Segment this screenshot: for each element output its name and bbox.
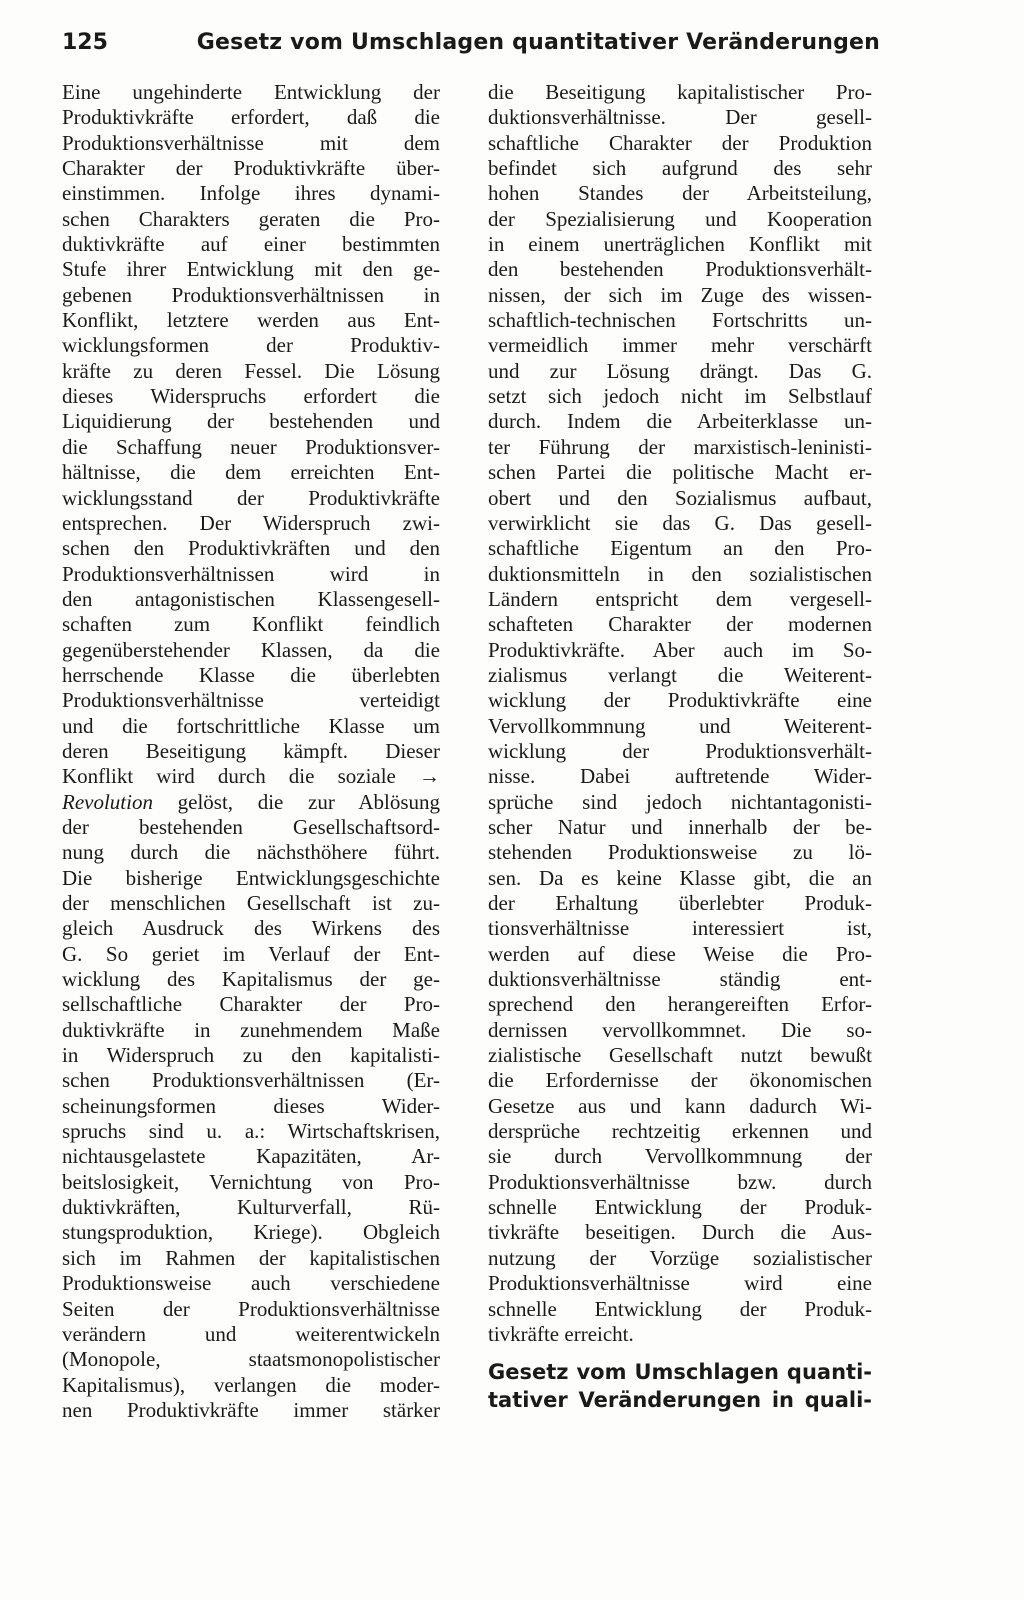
text-line: Produktionsverhältnisse wird eine [488, 1271, 872, 1296]
text-line: Stufe ihrer Entwicklung mit den ge- [62, 257, 440, 282]
text-line: duktivkräfte in zunehmendem Maße [62, 1017, 440, 1042]
text-line: dersprüche rechtzeitig erkennen und [488, 1119, 872, 1144]
text-line: Seiten der Produktionsverhältnisse [62, 1296, 440, 1321]
text-line: stungsproduktion, Kriege). Obgleich [62, 1220, 440, 1245]
text-line: die Erfordernisse der ökonomischen [488, 1068, 872, 1093]
text-line: Kapitalismus), verlangen die moder- [62, 1372, 440, 1397]
text-line: hältnisse, die dem erreichten Ent- [62, 460, 440, 485]
text-line: gleich Ausdruck des Wirkens des [62, 916, 440, 941]
text-line: sprechend den herangereiften Erfor- [488, 992, 872, 1017]
text-line: duktionsverhältnisse ständig ent- [488, 967, 872, 992]
section-heading-line: tativer Veränderungen in quali- [488, 1388, 872, 1412]
text-line: befindet sich aufgrund des sehr [488, 156, 872, 181]
text-line: Liquidierung der bestehenden und [62, 409, 440, 434]
text-line: wicklung der Produktionsverhält- [488, 738, 872, 763]
text-line: nichtausgelastete Kapazitäten, Ar- [62, 1144, 440, 1169]
text-line: den bestehenden Produktionsverhält- [488, 257, 872, 282]
text-line: die Beseitigung kapitalistischer Pro- [488, 80, 872, 104]
text-line: den antagonistischen Klassengesell- [62, 586, 440, 611]
text-line: Produktionsverhältnisse verteidigt [62, 688, 440, 713]
text-line: sich im Rahmen der kapitalistischen [62, 1245, 440, 1270]
text-line: Ländern entspricht dem vergesell- [488, 586, 872, 611]
text-line: durch. Indem die Arbeiterklasse un- [488, 409, 872, 434]
section-heading [488, 1358, 872, 1414]
text-line: Produktivkräfte. Aber auch im So- [488, 637, 872, 662]
text-line: herrschende Klasse die überlebten [62, 662, 440, 687]
text-line: G. So geriet im Verlauf der Ent- [62, 941, 440, 966]
text-line: Produktionsweise auch verschiedene [62, 1271, 440, 1296]
left-column [62, 80, 440, 1423]
text-line: gegenüberstehender Klassen, da die [62, 637, 440, 662]
text-line: einstimmen. Infolge ihres dynami- [62, 181, 440, 206]
text-line: obert und den Sozialismus aufbaut, [488, 485, 872, 510]
text-line: setzt sich jedoch nicht im Selbstlauf [488, 384, 872, 409]
text-line: entsprechen. Der Widerspruch zwi- [62, 510, 440, 535]
text-line: tionsverhältnisse interessiert ist, [488, 916, 872, 941]
text-line: nisse. Dabei auftretende Wider- [488, 764, 872, 789]
text-line: beitslosigkeit, Vernichtung von Pro- [62, 1169, 440, 1194]
text-line: wicklungsformen der Produktiv- [62, 333, 440, 358]
text-line: kräfte zu deren Fessel. Die Lösung [62, 358, 440, 383]
text-line: dieses Widerspruchs erfordert die [62, 384, 440, 409]
text-line: verwirklicht sie das G. Das gesell- [488, 510, 872, 535]
text-line: verändern und weiterentwickeln [62, 1321, 440, 1346]
text-line: schaftlich-technischen Fortschritts un- [488, 308, 872, 333]
text-line: schaften zum Konflikt feindlich [62, 612, 440, 637]
text-line: und die fortschrittliche Klasse um [62, 713, 440, 738]
text-line: Gesetze aus und kann dadurch Wi- [488, 1093, 872, 1118]
text-line: Vervollkommnung und Weiterent- [488, 713, 872, 738]
text-line: schen den Produktivkräften und den [62, 536, 440, 561]
text-line: Produktivkräfte erfordert, daß die [62, 105, 440, 130]
text-line: wicklungsstand der Produktivkräfte [62, 485, 440, 510]
text-line: Eine ungehinderte Entwicklung der [62, 80, 440, 104]
text-line: sellschaftliche Charakter der Pro- [62, 992, 440, 1017]
text-line: vermeidlich immer mehr verschärft [488, 333, 872, 358]
text-line: werden auf diese Weise die Pro- [488, 941, 872, 966]
text-line: nutzung der Vorzüge sozialistischer [488, 1245, 872, 1270]
text-line: stehenden Produktionsweise zu lö- [488, 840, 872, 865]
section-heading-line: Gesetz vom Umschlagen quanti- [488, 1360, 872, 1384]
text-line: schen Partei die politische Macht er- [488, 460, 872, 485]
text-line: Charakter der Produktivkräfte über- [62, 156, 440, 181]
text-line: duktivkräfte auf einer bestimmten [62, 232, 440, 257]
text-line: tivkräfte erreicht. [488, 1321, 634, 1346]
text-line: dernissen vervollkommnet. Die so- [488, 1017, 872, 1042]
text-line: nung durch die nächsthöhere führt. [62, 840, 440, 865]
text-line: Produktionsverhältnissen wird in [62, 561, 440, 586]
text-line: duktivkräften, Kulturverfall, Rü- [62, 1195, 440, 1220]
text-line: die Schaffung neuer Produktionsver- [62, 434, 440, 459]
text-line: der menschlichen Gesellschaft ist zu- [62, 891, 440, 915]
text-line: der Spezialisierung und Kooperation [488, 206, 872, 231]
text-line: sprüche sind jedoch nichtantagonisti- [488, 789, 872, 814]
text-line: und zur Lösung drängt. Das G. [488, 358, 872, 383]
text-line: scher Natur und innerhalb der be- [488, 814, 872, 839]
right-column [488, 80, 872, 1347]
text-line: sen. Da es keine Klasse gibt, die an [488, 865, 872, 890]
text-line: duktionsverhältnisse. Der gesell- [488, 105, 872, 130]
text-line: in einem unerträglichen Konflikt mit [488, 232, 872, 257]
text-line: Produktionsverhältnisse bzw. durch [488, 1169, 872, 1194]
text-line: Konflikt wird durch die soziale → [62, 764, 440, 789]
text-line: (Monopole, staatsmonopolistischer [62, 1347, 440, 1372]
text-line: deren Beseitigung kämpft. Dieser [62, 738, 440, 763]
text-line: ter Führung der marxistisch-leninisti- [488, 434, 872, 459]
text-line: zialismus verlangt die Weiterent- [488, 662, 872, 687]
text-line-revolution: Revolution gelöst, die zur Ablösung [62, 789, 440, 814]
text-line: Die bisherige Entwicklungsgeschichte [62, 865, 440, 890]
text-line: scheinungsformen dieses Wider- [62, 1093, 440, 1118]
text-line: Produktionsverhältnisse mit dem [62, 130, 440, 155]
text-line: der bestehenden Gesellschaftsord- [62, 814, 440, 839]
text-line: schen Charakters geraten die Pro- [62, 206, 440, 231]
text-line: schafteten Charakter der modernen [488, 612, 872, 637]
text-line: gebenen Produktionsverhältnissen in [62, 282, 440, 307]
text-line: Konflikt, letztere werden aus Ent- [62, 308, 440, 333]
text-line: duktionsmitteln in den sozialistischen [488, 561, 872, 586]
text-line: in Widerspruch zu den kapitalisti- [62, 1043, 440, 1068]
text-line: schnelle Entwicklung der Produk- [488, 1296, 872, 1321]
page-number: 125 [62, 30, 108, 55]
text-line: sie durch Vervollkommnung der [488, 1144, 872, 1169]
text-line: tivkräfte beseitigen. Durch die Aus- [488, 1220, 872, 1245]
text-line: der Erhaltung überlebter Produk- [488, 891, 872, 915]
text-line: schaftliche Charakter der Produktion [488, 130, 872, 155]
running-head: Gesetz vom Umschlagen quantitativer Veränderungen [196, 30, 880, 55]
text-line: schaftliche Eigentum an den Pro- [488, 536, 872, 561]
text-line: wicklung des Kapitalismus der ge- [62, 967, 440, 992]
page-header [62, 28, 880, 62]
text-line: schen Produktionsverhältnissen (Er- [62, 1068, 440, 1093]
text-line: zialistische Gesellschaft nutzt bewußt [488, 1043, 872, 1068]
text-line: spruchs sind u. a.: Wirtschaftskrisen, [62, 1119, 440, 1144]
text-line: hohen Standes der Arbeitsteilung, [488, 181, 872, 206]
text-line: nissen, der sich im Zuge des wissen- [488, 282, 872, 307]
text-line: nen Produktivkräfte immer stärker [62, 1397, 440, 1422]
text-line: wicklung der Produktivkräfte eine [488, 688, 872, 713]
text-line: schnelle Entwicklung der Produk- [488, 1195, 872, 1220]
